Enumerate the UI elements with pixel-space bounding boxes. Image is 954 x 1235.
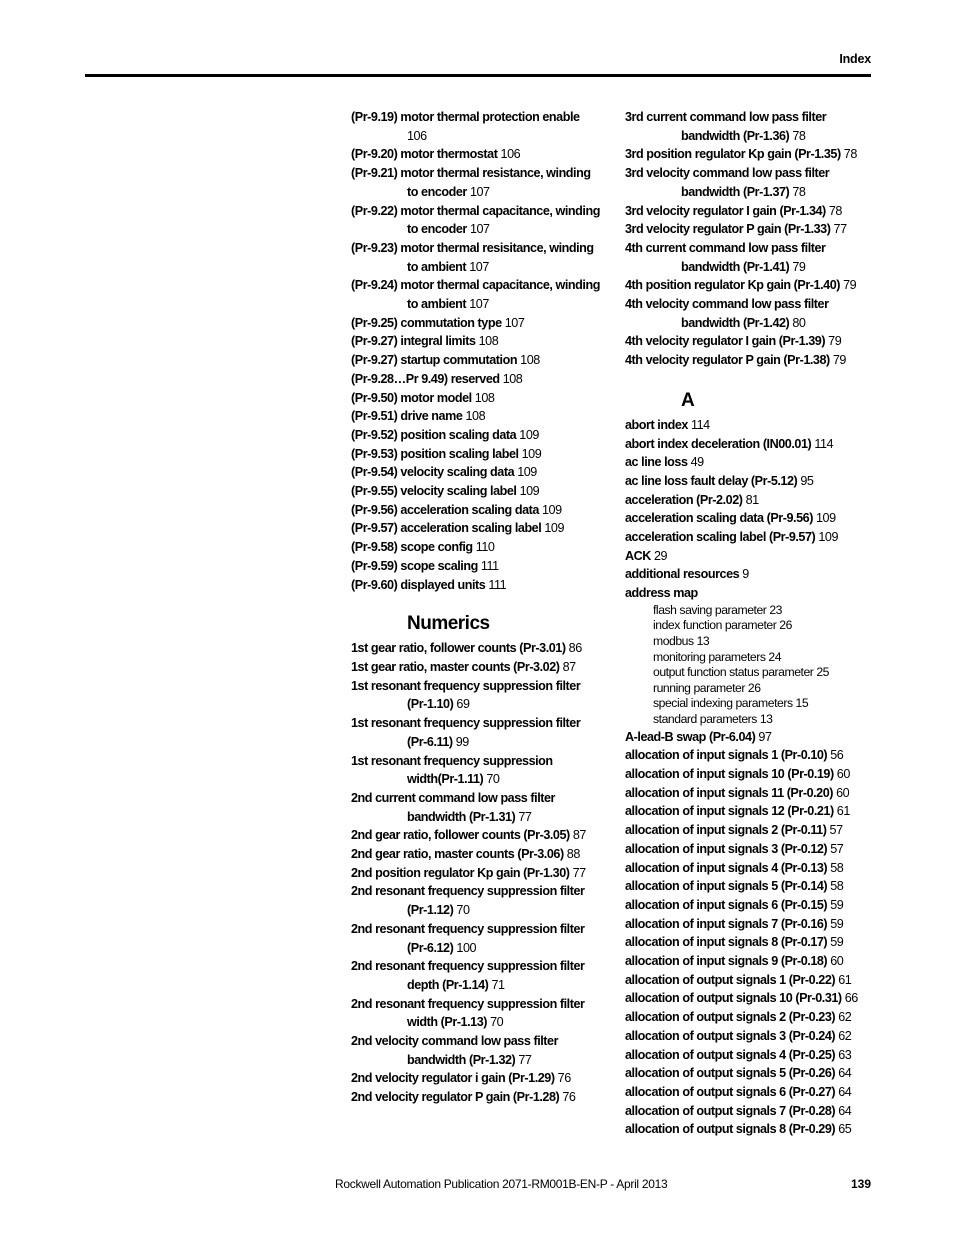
index-term: acceleration (Pr-2.02)	[625, 492, 743, 507]
index-page-ref: 109	[542, 502, 562, 517]
index-term: (Pr-9.57) acceleration scaling label	[351, 521, 542, 536]
index-entry	[351, 482, 601, 501]
index-page-ref: 109	[816, 511, 836, 526]
index-term: additional resources	[625, 567, 740, 582]
index-entry	[351, 995, 601, 1032]
index-term: 3rd velocity regulator P gain (Pr-1.33)	[625, 222, 831, 237]
index-page-ref: 63	[838, 1047, 852, 1062]
index-term: 3rd current command low pass filter bandwidth (Pr-1.36)	[625, 110, 827, 143]
index-term: 4th velocity regulator P gain (Pr-1.38)	[625, 353, 830, 368]
index-term: (Pr-9.52) position scaling data	[351, 427, 517, 442]
index-page-ref: 107	[504, 315, 525, 330]
index-entry	[625, 952, 875, 971]
index-page-ref: 111	[480, 558, 499, 573]
index-term: (Pr-9.51) drive name	[351, 409, 463, 424]
index-entry	[351, 882, 601, 919]
index-entry	[351, 239, 601, 276]
index-page-ref: 107	[469, 297, 489, 312]
index-entry	[351, 332, 601, 351]
index-page-ref: 77	[518, 1052, 532, 1067]
index-page-ref: 59	[830, 935, 844, 950]
index-term: acceleration scaling data (Pr-9.56)	[625, 511, 813, 526]
index-page-ref: 9	[742, 567, 749, 582]
index-term: ac line loss fault delay (Pr-5.12)	[625, 473, 798, 488]
index-entry	[351, 920, 601, 957]
index-entry	[625, 1064, 875, 1083]
index-term: abort index deceleration (IN00.01)	[625, 436, 812, 451]
index-term: 1st resonant frequency suppression filter (Pr-6.11)	[351, 716, 581, 749]
section-heading-numerics: Numerics	[407, 613, 490, 635]
index-entry	[625, 859, 875, 878]
index-page-ref: 77	[518, 809, 532, 824]
index-entry	[351, 1088, 601, 1107]
index-entry	[351, 426, 601, 445]
index-term: (Pr-9.21) motor thermal resistance, winding to encoder	[351, 166, 591, 199]
index-entry	[351, 789, 601, 826]
index-entry	[625, 1027, 875, 1046]
index-entry	[625, 295, 875, 332]
index-page-ref: 87	[562, 659, 576, 674]
index-page-ref: 110	[475, 540, 495, 555]
index-term: 2nd gear ratio, master counts (Pr-3.06)	[351, 847, 564, 862]
index-page-ref: 109	[517, 465, 537, 480]
index-page-ref: 76	[562, 1090, 576, 1105]
index-term: address map	[625, 586, 698, 601]
index-term: (Pr-9.27) integral limits	[351, 334, 476, 349]
index-page-ref: 78	[828, 203, 842, 218]
entry-list-a-1	[625, 416, 875, 603]
index-entry	[625, 332, 875, 351]
index-term: (Pr-9.56) acceleration scaling data	[351, 502, 539, 517]
index-page-ref: 106	[407, 128, 427, 143]
index-subentry: output function status parameter 25	[653, 665, 829, 680]
index-page-ref: 69	[456, 697, 470, 712]
index-term: 4th current command low pass filter bandwidth (Pr-1.41)	[625, 240, 826, 274]
index-term: (Pr-9.19) motor thermal protection enable	[351, 110, 580, 124]
index-entry	[625, 528, 875, 547]
index-page-ref: 60	[836, 767, 850, 782]
index-entry	[625, 584, 875, 603]
index-term: 2nd resonant frequency suppression filter width (Pr-1.13)	[351, 996, 585, 1030]
index-page-ref: 81	[745, 492, 759, 507]
index-entry	[351, 677, 601, 714]
index-entry	[351, 276, 601, 313]
index-entry	[351, 557, 601, 576]
index-entry	[625, 746, 875, 765]
index-term: 4th velocity command low pass filter bandwidth (Pr-1.42)	[625, 297, 829, 330]
index-page-ref: 64	[838, 1103, 852, 1118]
index-page-ref: 107	[469, 259, 489, 274]
index-page-ref: 97	[758, 729, 772, 744]
index-page-ref: 109	[519, 484, 540, 499]
index-term: allocation of input signals 12 (Pr-0.21)	[625, 804, 834, 819]
index-entry	[625, 145, 875, 164]
index-term: acceleration scaling label (Pr-9.57)	[625, 530, 816, 545]
index-term: (Pr-9.59) scope scaling	[351, 558, 478, 573]
index-term: (Pr-9.20) motor thermostat	[351, 147, 498, 162]
index-term: allocation of input signals 6 (Pr-0.15)	[625, 897, 828, 912]
index-page-ref: 59	[830, 916, 844, 931]
index-subentry: standard parameters 13	[653, 712, 773, 727]
index-page-ref: 60	[836, 785, 850, 800]
index-subentry: special indexing parameters 15	[653, 696, 809, 711]
index-term: allocation of input signals 1 (Pr-0.10)	[625, 748, 828, 763]
index-page-ref: 62	[838, 1010, 852, 1025]
index-page-ref: 70	[456, 903, 470, 918]
index-page-ref: 61	[838, 972, 852, 987]
index-entry	[625, 1008, 875, 1027]
index-entry	[625, 108, 875, 145]
index-entry	[351, 202, 601, 239]
index-entry	[625, 765, 875, 784]
index-entry	[351, 519, 601, 538]
index-subentry: running parameter 26	[653, 680, 761, 695]
index-page-ref: 76	[557, 1071, 571, 1086]
index-entry	[351, 576, 601, 595]
index-page-ref: 108	[474, 390, 495, 405]
index-term: allocation of output signals 4 (Pr-0.25)	[625, 1047, 836, 1062]
index-entry	[625, 509, 875, 528]
index-term: (Pr-9.23) motor thermal resisitance, winding to ambient	[351, 240, 594, 274]
index-entry	[625, 276, 875, 295]
index-subentry: monitoring parameters 24	[653, 649, 782, 664]
index-entry	[625, 472, 875, 491]
index-page-ref: 58	[830, 860, 844, 875]
index-page-ref: 111	[488, 577, 507, 592]
index-term: abort index	[625, 417, 688, 432]
index-subentry: flash saving parameter 23	[653, 602, 782, 617]
index-entry	[351, 314, 601, 333]
index-entry	[625, 728, 875, 747]
index-entry	[625, 164, 875, 201]
index-entry	[625, 784, 875, 803]
index-page-ref: 62	[838, 1028, 852, 1043]
header-rule	[85, 74, 871, 77]
index-term: 1st gear ratio, follower counts (Pr-3.01)	[351, 641, 566, 656]
index-entry	[625, 877, 875, 896]
index-entry	[351, 145, 601, 164]
index-term: 2nd velocity command low pass filter bandwidth (Pr-1.32)	[351, 1034, 559, 1067]
index-term: allocation of output signals 1 (Pr-0.22)	[625, 972, 836, 987]
index-term: (Pr-9.28…Pr 9.49) reserved	[351, 371, 500, 386]
index-entry	[351, 1032, 601, 1069]
index-page-ref: 71	[491, 977, 505, 992]
index-page-ref: 64	[838, 1066, 852, 1081]
footer-publication: Rockwell Automation Publication 2071-RM001B-EN-P - April 2013	[335, 1177, 668, 1191]
index-entry	[351, 445, 601, 464]
index-entry	[625, 491, 875, 510]
index-term: allocation of input signals 2 (Pr-0.11)	[625, 823, 827, 838]
index-term: (Pr-9.22) motor thermal capacitance, winding to encoder	[351, 203, 600, 237]
index-term: 2nd velocity regulator P gain (Pr-1.28)	[351, 1090, 560, 1105]
index-page-ref: 64	[838, 1084, 852, 1099]
index-page-ref: 56	[830, 748, 844, 763]
index-page-ref: 78	[792, 128, 806, 143]
index-page-ref: 108	[520, 353, 540, 368]
index-entry	[625, 351, 875, 370]
index-entry	[351, 370, 601, 389]
index-entry	[625, 565, 875, 584]
index-page-ref: 99	[455, 734, 469, 749]
index-entry	[625, 435, 875, 454]
index-page-ref: 78	[792, 184, 806, 199]
footer-page-number: 139	[850, 1177, 871, 1191]
index-page-ref: 59	[830, 897, 844, 912]
index-entry	[351, 845, 601, 864]
index-page-ref: 109	[818, 530, 839, 545]
index-entry	[625, 802, 875, 821]
index-term: allocation of input signals 7 (Pr-0.16)	[625, 916, 828, 931]
index-term: 2nd resonant frequency suppression filter depth (Pr-1.14)	[351, 959, 585, 992]
index-page-ref: 87	[572, 828, 586, 843]
index-entry	[625, 821, 875, 840]
index-term: allocation of input signals 5 (Pr-0.14)	[625, 879, 828, 894]
index-entry	[625, 1046, 875, 1065]
index-entry	[351, 164, 601, 201]
index-entry	[351, 752, 601, 789]
index-entry	[625, 1120, 875, 1139]
index-term: allocation of output signals 10 (Pr-0.31)	[625, 991, 842, 1006]
index-term: 4th velocity regulator I gain (Pr-1.39)	[625, 334, 826, 349]
index-page-ref: 108	[502, 371, 523, 386]
index-term: (Pr-9.27) startup commutation	[351, 353, 518, 368]
index-term: 2nd resonant frequency suppression filter (Pr-6.12)	[351, 921, 585, 955]
index-page-ref: 78	[843, 147, 857, 162]
index-entry	[625, 933, 875, 952]
index-page-ref: 70	[486, 772, 500, 787]
index-term: (Pr-9.55) velocity scaling label	[351, 484, 517, 499]
index-entry	[625, 547, 875, 566]
index-page-ref: 65	[838, 1122, 852, 1137]
index-term: allocation of output signals 5 (Pr-0.26)	[625, 1066, 836, 1081]
index-term: allocation of input signals 10 (Pr-0.19)	[625, 767, 834, 782]
index-entry	[625, 989, 875, 1008]
index-term: 2nd current command low pass filter bandwidth (Pr-1.31)	[351, 790, 555, 824]
index-entry	[625, 971, 875, 990]
index-entry	[351, 864, 601, 883]
index-entry	[625, 239, 875, 276]
index-page-ref: 109	[519, 427, 539, 442]
index-term: 4th position regulator Kp gain (Pr-1.40)	[625, 278, 841, 293]
index-term: (Pr-9.50) motor model	[351, 390, 472, 405]
index-subentry: index function parameter 26	[653, 618, 792, 633]
index-term: (Pr-9.53) position scaling label	[351, 446, 519, 461]
index-page-ref: 86	[568, 641, 582, 656]
index-page-ref: 79	[828, 334, 842, 349]
index-page-ref: 79	[792, 259, 806, 274]
index-page-ref: 95	[800, 473, 814, 488]
index-page-ref: 114	[814, 436, 834, 451]
index-page-ref: 29	[654, 548, 668, 563]
address-map-sublist	[625, 603, 875, 728]
index-entry	[625, 1083, 875, 1102]
index-page-ref: 109	[544, 521, 565, 536]
index-column-left	[351, 108, 601, 1107]
index-entry	[351, 714, 601, 751]
index-entry	[351, 639, 601, 658]
index-page-ref: 100	[456, 940, 477, 955]
entry-list-a-2	[625, 728, 875, 1139]
index-page-ref: 88	[566, 847, 580, 862]
index-page-ref: 108	[478, 334, 499, 349]
index-page-ref: 70	[490, 1015, 504, 1030]
index-page-ref: 61	[836, 804, 850, 819]
index-entry	[351, 1069, 601, 1088]
index-entry	[351, 351, 601, 370]
index-entry	[625, 416, 875, 435]
index-term: allocation of output signals 3 (Pr-0.24)	[625, 1028, 836, 1043]
index-term: 2nd resonant frequency suppression filter (Pr-1.12)	[351, 884, 585, 918]
index-entry	[625, 840, 875, 859]
running-header-title: Index	[839, 52, 871, 66]
index-entry	[351, 108, 601, 145]
index-entry	[351, 826, 601, 845]
index-term: ACK	[625, 548, 651, 563]
index-term: allocation of output signals 7 (Pr-0.28)	[625, 1103, 836, 1118]
index-term: allocation of input signals 11 (Pr-0.20)	[625, 785, 834, 800]
index-term: (Pr-9.25) commutation type	[351, 315, 502, 330]
index-term: allocation of output signals 2 (Pr-0.23)	[625, 1010, 836, 1025]
index-subentry: modbus 13	[653, 634, 710, 649]
index-term: ac line loss	[625, 455, 688, 470]
index-term: (Pr-9.54) velocity scaling data	[351, 465, 515, 480]
index-term: 3rd velocity regulator I gain (Pr-1.34)	[625, 203, 826, 218]
index-page-ref: 79	[832, 353, 846, 368]
index-page-ref: 66	[844, 991, 858, 1006]
index-term: allocation of input signals 3 (Pr-0.12)	[625, 841, 828, 856]
index-term: allocation of input signals 4 (Pr-0.13)	[625, 860, 828, 875]
index-entry	[351, 501, 601, 520]
index-page-ref: 109	[521, 446, 542, 461]
index-term: allocation of input signals 8 (Pr-0.17)	[625, 935, 828, 950]
index-term: 3rd position regulator Kp gain (Pr-1.35)	[625, 147, 841, 162]
entry-list-numerics	[351, 639, 601, 1107]
index-term: 3rd velocity command low pass filter bandwidth (Pr-1.37)	[625, 166, 830, 199]
index-entry	[351, 389, 601, 408]
index-entry	[625, 202, 875, 221]
index-page-ref: 77	[833, 222, 847, 237]
index-page-ref: 77	[572, 865, 586, 880]
index-entry	[625, 220, 875, 239]
index-term: 1st resonant frequency suppression width(Pr-1.11)	[351, 753, 553, 787]
index-page-ref: 107	[469, 222, 490, 237]
index-term: (Pr-9.60) displayed units	[351, 577, 486, 592]
index-term: 2nd velocity regulator i gain (Pr-1.29)	[351, 1071, 555, 1086]
index-entry	[351, 658, 601, 677]
index-page-ref: 79	[843, 278, 857, 293]
index-term: 1st resonant frequency suppression filter (Pr-1.10)	[351, 678, 581, 712]
index-entry	[625, 453, 875, 472]
index-page-ref: 106	[500, 147, 521, 162]
index-entry	[351, 463, 601, 482]
index-page-ref: 114	[691, 417, 710, 432]
index-entry	[625, 915, 875, 934]
index-entry	[351, 957, 601, 994]
index-entry	[351, 407, 601, 426]
index-term: allocation of output signals 6 (Pr-0.27)	[625, 1084, 836, 1099]
entry-list-pr9	[351, 108, 601, 594]
index-page-ref: 107	[469, 184, 490, 199]
index-term: 1st gear ratio, master counts (Pr-3.02)	[351, 659, 560, 674]
index-entry	[625, 896, 875, 915]
index-page-ref: 57	[829, 823, 843, 838]
index-term: (Pr-9.24) motor thermal capacitance, winding to ambient	[351, 278, 600, 312]
index-page-ref: 108	[465, 409, 486, 424]
index-column-right	[625, 108, 875, 1139]
index-term: 2nd gear ratio, follower counts (Pr-3.05)	[351, 828, 570, 843]
index-term: A-lead-B swap (Pr-6.04)	[625, 729, 756, 744]
index-page-ref: 60	[830, 954, 844, 969]
index-entry	[625, 1102, 875, 1121]
index-page-ref: 57	[830, 841, 844, 856]
index-page-ref: 80	[792, 315, 806, 330]
index-term: 2nd position regulator Kp gain (Pr-1.30)	[351, 865, 570, 880]
index-entry	[351, 538, 601, 557]
index-page-ref: 49	[690, 455, 704, 470]
index-page-ref: 58	[830, 879, 844, 894]
index-term: (Pr-9.58) scope config	[351, 540, 473, 555]
index-term: allocation of output signals 8 (Pr-0.29)	[625, 1122, 836, 1137]
section-heading-a: A	[681, 389, 695, 411]
entry-list-3rd-4th	[625, 108, 875, 370]
index-term: allocation of input signals 9 (Pr-0.18)	[625, 954, 828, 969]
